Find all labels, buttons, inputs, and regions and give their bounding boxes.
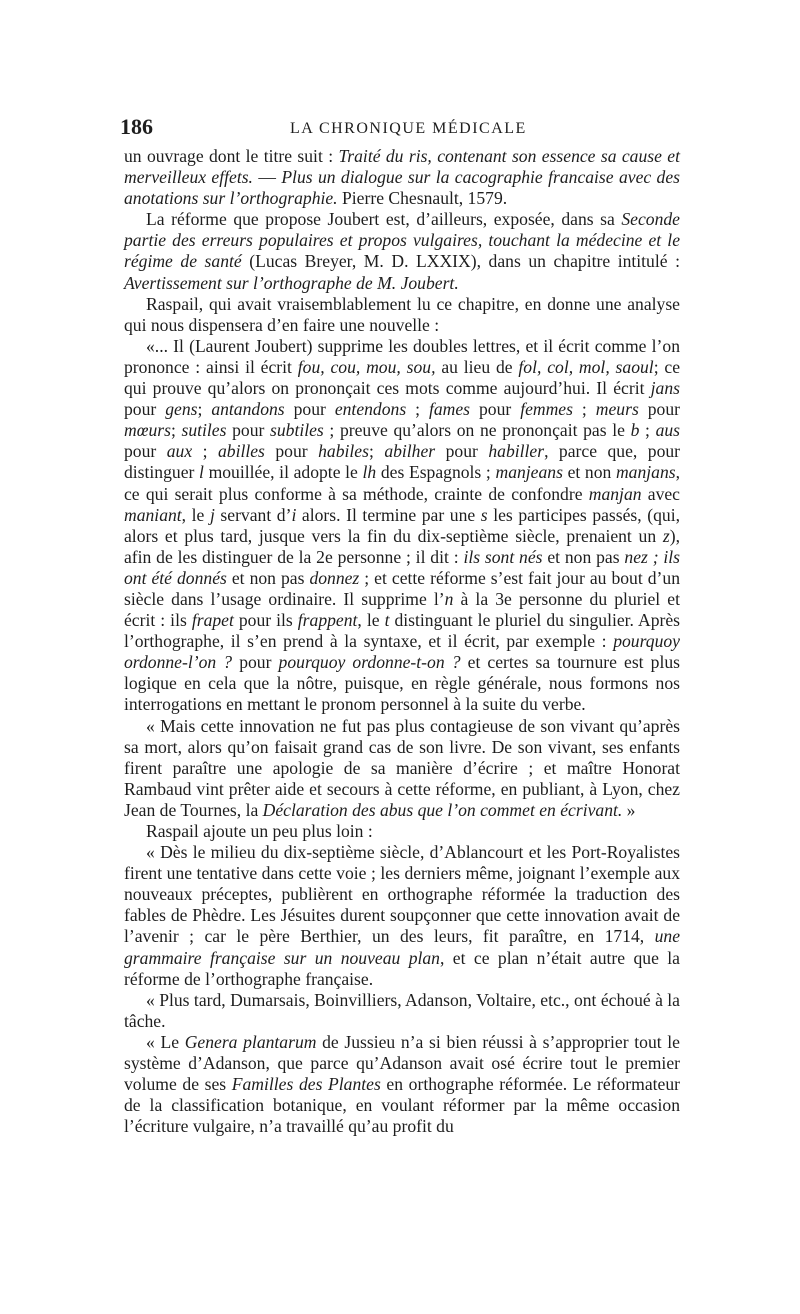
italic-text: n bbox=[444, 588, 454, 609]
italic-text: Familles des Plantes bbox=[231, 1074, 381, 1095]
text-run: « Mais cette innovation ne fut pas plus contagieuse de son vivant qu’après sa mort, alors qu’on faisait grand cas de son livre. De son vivant, ses enfants firent paraître une apologie de sa manière d’écrire ; et maître Honorat Rambaud vint prêter aide et secours à cette réforme, en publiant, à Lyon, chez Jean de Tournes, la bbox=[124, 715, 680, 820]
italic-text: s bbox=[480, 504, 488, 525]
text-run: distinguant le pluriel du singulier. Après l’orthographe, il s’en prend à la syntaxe, et il écrit, par exemple : bbox=[124, 610, 681, 652]
paragraph bbox=[124, 821, 680, 842]
italic-text: sutiles bbox=[181, 420, 227, 441]
text-run: ; bbox=[368, 441, 385, 462]
text-run: pour bbox=[232, 652, 279, 673]
text-run: , ce qui serait plus conforme à sa méthode, crainte de confondre bbox=[124, 462, 681, 504]
text-run: ; preuve qu’alors on ne prononçait pas le bbox=[323, 420, 631, 441]
italic-text: donnez bbox=[309, 567, 360, 588]
text-run: servant d’ bbox=[214, 504, 292, 525]
text-run: ; bbox=[192, 441, 218, 462]
running-title: LA CHRONIQUE MÉDICALE bbox=[290, 120, 527, 137]
text-run: » bbox=[622, 799, 636, 820]
italic-text: lh bbox=[362, 462, 377, 483]
text-run: , le bbox=[181, 504, 210, 525]
text-run: et certes sa tournure est plus logique en cela que la nôtre, puisque, en règle générale, nous formons nos interrogations en mettant le pronom personnel à la suite du verbe. bbox=[124, 652, 680, 715]
italic-text: pourquoy ordonne-t-on ? bbox=[278, 652, 461, 673]
italic-text: i bbox=[291, 504, 297, 525]
italic-text: pourquoy ordonne-l’on ? bbox=[124, 631, 680, 673]
italic-text: fou, cou, mou, sou, bbox=[297, 356, 436, 377]
italic-text: femmes bbox=[520, 399, 573, 420]
italic-text: habiller bbox=[488, 441, 545, 462]
italic-text: frappent bbox=[297, 610, 358, 631]
paragraph bbox=[124, 716, 680, 821]
text-run: et non pas bbox=[226, 567, 310, 588]
italic-text: Déclaration des abus que l’on commet en écrivant. bbox=[262, 799, 623, 820]
italic-text: aux bbox=[166, 441, 193, 462]
italic-text: Plus un dialogue sur la cacographie francaise avec des anotations sur l’orthographie. bbox=[124, 167, 681, 209]
italic-text: subtiles bbox=[270, 420, 324, 441]
paragraph bbox=[124, 336, 680, 716]
paragraph bbox=[124, 990, 680, 1032]
text-run: pour bbox=[435, 441, 489, 462]
text-run: ; et cette réforme s’est fait jour au bout d’un siècle dans l’usage ordinaire. Il supprime l’ bbox=[124, 567, 680, 609]
body-text bbox=[124, 146, 680, 1137]
italic-text: z bbox=[662, 525, 670, 546]
text-run: pour ils bbox=[233, 610, 298, 631]
text-run: pour bbox=[264, 441, 319, 462]
text-run: au lieu de bbox=[435, 356, 519, 377]
text-run: Raspail, qui avait vraisemblablement lu ce chapitre, en donne une analyse qui nous dispensera d’en faire une nouvelle : bbox=[124, 293, 680, 335]
text-run: les participes passés, (qui, alors et plus tard, jusque vers la fin du dix-septième siècle, prenaient un bbox=[124, 504, 680, 546]
text-run: et non bbox=[562, 462, 616, 483]
page-header bbox=[120, 114, 680, 146]
text-run: pour bbox=[124, 399, 166, 420]
text-run: Pierre Chesnault, 1579. bbox=[337, 188, 508, 209]
italic-text: gens bbox=[165, 399, 198, 420]
page-number: 186 bbox=[120, 114, 153, 139]
text-run: pour bbox=[638, 399, 681, 420]
italic-text: meurs bbox=[595, 399, 639, 420]
italic-text: manjeans bbox=[495, 462, 563, 483]
text-run: , et ce plan n’était autre que la réforme de l’orthographe française. bbox=[124, 947, 680, 989]
text-run: alors. Il termine par une bbox=[296, 504, 481, 525]
italic-text: fames bbox=[428, 399, 471, 420]
text-run: « Dès le milieu du dix-septième siècle, d’Ablancourt et les Port-Royalistes firent une tentative dans cette voie ; les derniers même, joignant l’exemple aux nouveaux préceptes, publièrent en orthographe réformée la traduction des fables de Phèdre. Les Jésuites durent soupçonner que cette innovation avait de l’avenir ; car le père Berthier, un des leurs, fit paraître, en 1714, bbox=[124, 842, 680, 947]
text-run: un ouvrage dont le titre suit : bbox=[124, 146, 339, 166]
text-run: , parce que, pour distinguer bbox=[124, 441, 681, 483]
italic-text: habiles bbox=[318, 441, 369, 462]
italic-text: Avertissement sur l’orthographe de M. Joubert. bbox=[124, 272, 459, 293]
text-run: pour bbox=[124, 441, 167, 462]
italic-text: manjans bbox=[615, 462, 676, 483]
text-run: Raspail ajoute un peu plus loin : bbox=[146, 821, 373, 841]
text-run: et non pas bbox=[542, 546, 625, 567]
italic-text: frapet bbox=[191, 610, 234, 631]
text-run: « Plus tard, Dumarsais, Boinvilliers, Adanson, Voltaire, etc., ont échoué à la tâche. bbox=[124, 989, 680, 1031]
text-run: ; bbox=[170, 420, 182, 441]
italic-text: j bbox=[209, 504, 215, 525]
text-run: des Espagnols ; bbox=[376, 462, 496, 483]
italic-text: fol, col, mol, saoul bbox=[518, 356, 654, 377]
text-run: ; bbox=[406, 399, 429, 420]
italic-text: ils sont nés bbox=[463, 546, 543, 567]
paragraph bbox=[124, 209, 680, 293]
text-run: à la 3e personne du pluriel et écrit : ils bbox=[124, 588, 680, 631]
text-run: ; bbox=[572, 399, 596, 420]
italic-text: aus bbox=[655, 420, 681, 441]
text-run: ; bbox=[197, 399, 212, 420]
text-run: — bbox=[252, 167, 282, 188]
italic-text: t bbox=[384, 610, 390, 631]
text-run: (Lucas Breyer, M. D. LXXIX), dans un chapitre intitulé : bbox=[241, 251, 680, 272]
text-run: « Le bbox=[146, 1031, 185, 1052]
italic-text: maniant bbox=[124, 504, 182, 525]
italic-text: l bbox=[199, 462, 204, 483]
text-run: ), afin de les distinguer de la 2e personne ; il dit : bbox=[124, 525, 680, 567]
text-run: ; ce qui prouve qu’alors on prononçait ces mots comme aujourd’hui. Il écrit bbox=[124, 356, 681, 399]
italic-text: b bbox=[630, 420, 640, 441]
paragraph bbox=[124, 842, 680, 990]
italic-text: entendons bbox=[334, 399, 407, 420]
italic-text: abilles bbox=[217, 441, 265, 462]
text-run: , le bbox=[357, 610, 385, 631]
italic-text: manjan bbox=[588, 483, 642, 504]
text-run: pour bbox=[226, 420, 270, 441]
italic-text: antandons bbox=[211, 399, 285, 420]
paragraph bbox=[124, 294, 680, 336]
italic-text: nez ; ils ont été donnés bbox=[124, 546, 681, 588]
text-run: ; bbox=[639, 420, 656, 441]
paragraph bbox=[124, 146, 680, 209]
italic-text: Seconde partie des erreurs populaires et propos vulgaires, touchant la médecine et le régime de santé bbox=[124, 209, 680, 272]
italic-text: Genera plantarum bbox=[184, 1031, 317, 1052]
italic-text: une grammaire française sur un nouveau plan bbox=[124, 926, 680, 968]
italic-text: abilher bbox=[384, 441, 436, 462]
text-run: pour bbox=[470, 399, 521, 420]
text-run: mouillée, il adopte le bbox=[203, 462, 363, 483]
text-run: de Jussieu n’a si bien réussi à s’approprier tout le système d’Adanson, que parce qu’Adanson avait osé écrire tout le premier volume de ses bbox=[124, 1031, 680, 1095]
italic-text: Traité du ris, contenant son essence sa cause et merveilleux effets. bbox=[124, 146, 680, 188]
paragraph bbox=[124, 1032, 680, 1137]
italic-text: mœurs bbox=[124, 420, 171, 441]
italic-text: jans bbox=[650, 378, 680, 399]
text-run: La réforme que propose Joubert est, d’ailleurs, exposée, dans sa bbox=[146, 209, 622, 230]
text-run: pour bbox=[284, 399, 335, 420]
text-run: avec bbox=[641, 483, 680, 504]
text-run: «... Il (Laurent Joubert) supprime les doubles lettres, et il écrit comme l’on prononce : ainsi il écrit bbox=[124, 335, 680, 377]
text-run: en orthographe réformée. Le réformateur de la classification botanique, en voulant réformer par la même occasion l’écriture vulgaire, n’a travaillé qu’au profit du bbox=[124, 1074, 681, 1137]
